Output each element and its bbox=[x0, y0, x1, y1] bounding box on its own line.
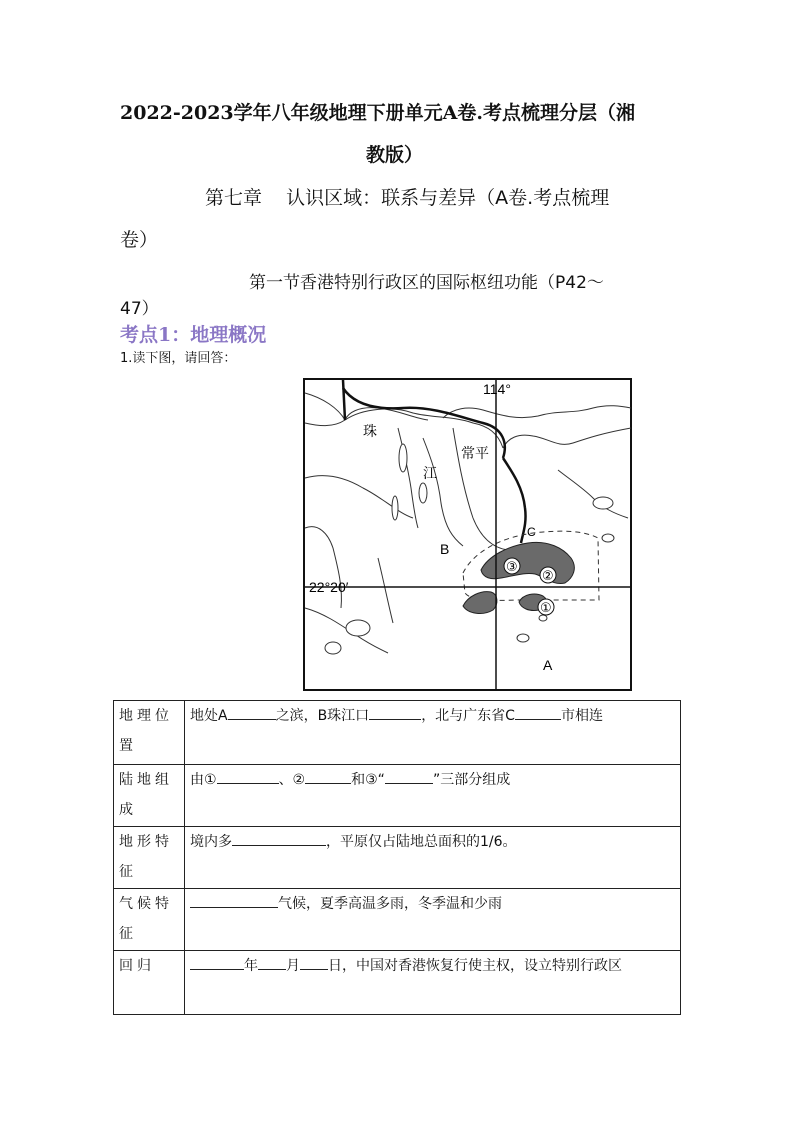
answer-blank[interactable] bbox=[190, 891, 278, 908]
label-a: A bbox=[543, 657, 553, 673]
chapter-title-line2: 卷） bbox=[120, 229, 159, 251]
answer-table bbox=[113, 700, 681, 1015]
lon-label: 114° bbox=[483, 381, 511, 397]
answer-blank[interactable] bbox=[515, 703, 561, 720]
cell-text: ”三部分组成 bbox=[432, 772, 511, 788]
cell-text: 日，中国对香港恢复行使主权，设立特别行政区 bbox=[328, 958, 622, 974]
row-header: 陆地组成 bbox=[114, 765, 185, 827]
mark-2: ② bbox=[542, 569, 554, 584]
row-content bbox=[185, 701, 681, 765]
cell-text: 市相连 bbox=[560, 708, 603, 724]
cell-text: 和③“ bbox=[351, 772, 385, 788]
answer-blank[interactable] bbox=[305, 767, 351, 784]
cell-text: 境内多 bbox=[190, 834, 232, 850]
row-content bbox=[185, 827, 681, 889]
row-header: 地形特征 bbox=[114, 827, 185, 889]
row-content bbox=[185, 889, 681, 951]
table-row bbox=[114, 889, 681, 951]
table-row bbox=[114, 765, 681, 827]
cell-text: 气候，夏季高温多雨，冬季温和少雨 bbox=[278, 896, 502, 912]
row-header: 气候特征 bbox=[114, 889, 185, 951]
label-c: C bbox=[527, 525, 536, 539]
answer-blank[interactable] bbox=[228, 703, 276, 720]
answer-blank[interactable] bbox=[258, 953, 286, 970]
answer-blank[interactable] bbox=[385, 767, 433, 784]
question-text: 1.读下图，请回答： bbox=[120, 351, 237, 366]
cell-text: 之滨，B珠江口 bbox=[275, 708, 370, 724]
document-title-line2: 教版） bbox=[366, 144, 424, 166]
label-b: B bbox=[440, 541, 450, 557]
answer-blank[interactable] bbox=[300, 953, 328, 970]
row-content bbox=[185, 951, 681, 1015]
mark-3: ③ bbox=[506, 560, 518, 575]
chapter-title-line1: 第七章 认识区域：联系与差异（A卷.考点梳理 bbox=[205, 187, 610, 209]
mark-1: ① bbox=[540, 601, 552, 616]
answer-blank[interactable] bbox=[369, 703, 421, 720]
answer-blank[interactable] bbox=[217, 767, 279, 784]
river-char-jiang: 江 bbox=[423, 466, 437, 482]
lat-label: 22°20′ bbox=[309, 579, 349, 595]
place-changping: 常平 bbox=[461, 446, 489, 462]
table-row bbox=[114, 827, 681, 889]
cell-text: 年 bbox=[244, 958, 258, 974]
section-title-line1: 第一节香港特别行政区的国际枢纽功能（P42～ bbox=[249, 273, 604, 293]
cell-text: 由① bbox=[190, 772, 217, 788]
river-char-zhu: 珠 bbox=[363, 424, 377, 440]
table-row bbox=[114, 951, 681, 1015]
document-title-line1: 2022-2023学年八年级地理下册单元A卷.考点梳理分层（湘 bbox=[120, 102, 636, 124]
section-title-line2: 47） bbox=[120, 299, 159, 319]
cell-text: 地处A bbox=[190, 708, 228, 724]
cell-text: ，北与广东省C bbox=[421, 708, 515, 724]
answer-blank[interactable] bbox=[190, 953, 244, 970]
kaodian-heading: 考点1：地理概况 bbox=[120, 324, 267, 346]
table-row bbox=[114, 701, 681, 765]
cell-text: 月 bbox=[286, 958, 300, 974]
answer-blank[interactable] bbox=[232, 829, 326, 846]
hong-kong-map bbox=[303, 378, 632, 691]
row-content bbox=[185, 765, 681, 827]
cell-text: ，平原仅占陆地总面积的1/6。 bbox=[326, 834, 517, 850]
cell-text: 、② bbox=[278, 772, 306, 788]
row-header: 地理位置 bbox=[114, 701, 185, 765]
row-header: 回归 bbox=[114, 951, 185, 1015]
